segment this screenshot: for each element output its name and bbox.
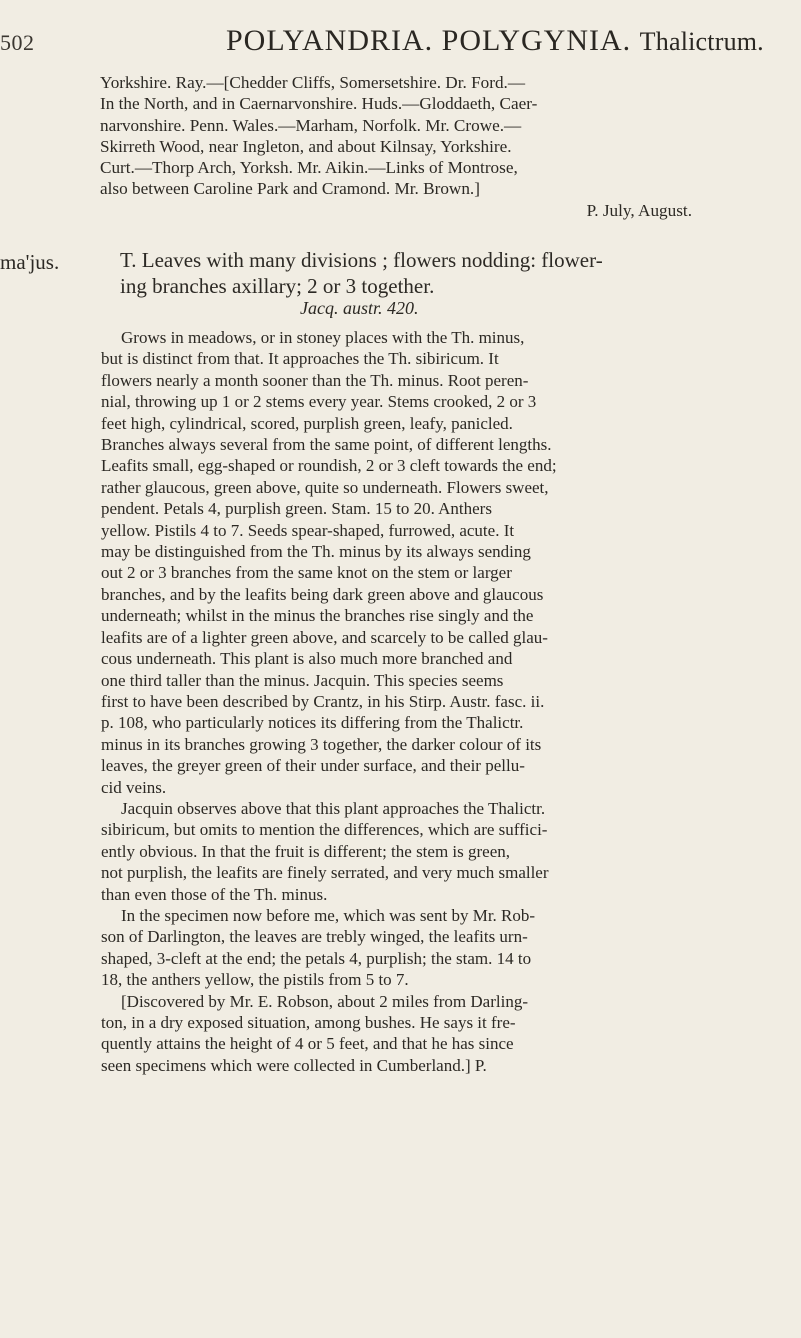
text-line: out 2 or 3 branches from the same knot on the stem or larger (101, 563, 512, 583)
text-line: branches, and by the leafits being dark green above and glaucous (101, 584, 544, 604)
text-line: 18, the anthers yellow, the pistils from 5 to 7. (101, 970, 409, 990)
text-line: In the North, and in Caernarvonshire. Huds.—Gloddaeth, Caer- (100, 94, 538, 114)
text-line: sibiricum, but omits to mention the differences, which are suffici- (101, 820, 548, 840)
text-line: Curt.—Thorp Arch, Yorksh. Mr. Aikin.—Links of Montrose, (100, 158, 518, 178)
text-line: feet high, cylindrical, scored, purplish green, leafy, panicled. (101, 413, 513, 433)
text-line: Skirreth Wood, near Ingleton, and about Kilnsay, Yorkshire. (100, 136, 512, 156)
text-line: Grows in meadows, or in stoney places with the Th. minus, (121, 328, 525, 347)
text-line: one third taller than the minus. Jacquin. This species seems (101, 670, 504, 690)
text-line: ently obvious. In that the fruit is different; the stem is green, (101, 841, 511, 861)
page-number: 502 (0, 30, 35, 55)
running-title (226, 24, 764, 58)
text-line: not purplish, the leafits are finely serrated, and very much smaller (101, 863, 549, 883)
genus-title: Thalictrum. (639, 27, 764, 56)
class-title: POLYANDRIA. POLYGYNIA. (226, 24, 632, 57)
text-line: shaped, 3-cleft at the end; the petals 4, purplish; the stam. 14 to (101, 948, 532, 968)
text-line: rather glaucous, green above, quite so underneath. Flowers sweet, (101, 477, 549, 497)
diagnosis-line: ing branches axillary; 2 or 3 together. (120, 274, 435, 298)
text-line: underneath; whilst in the minus the branches rise singly and the (101, 606, 534, 626)
text-line: first to have been described by Crantz, in his Stirp. Austr. fasc. ii. (101, 691, 545, 711)
text-line: but is distinct from that. It approaches the Th. sibiricum. It (101, 349, 499, 369)
text-line: may be distinguished from the Th. minus by its always sending (101, 542, 531, 562)
text-line: leaves, the greyer green of their under surface, and their pellu- (101, 756, 525, 776)
text-line: In the specimen now before me, which was sent by Mr. Rob- (121, 905, 536, 925)
text-line: leafits are of a lighter green above, and scarcely to be called glau- (101, 627, 548, 647)
text-line: quently attains the height of 4 or 5 feet, and that he has since (101, 1034, 514, 1054)
text-line: p. 108, who particularly notices its differing from the Thalictr. (101, 713, 524, 733)
text-line: Branches always several from the same point, of different lengths. (101, 435, 552, 455)
text-line: [Discovered by Mr. E. Robson, about 2 miles from Darling- (121, 991, 528, 1011)
text-line: nial, throwing up 1 or 2 stems every year. Stems crooked, 2 or 3 (101, 392, 537, 412)
text-line: Leafits small, egg-shaped or roundish, 2 or 3 cleft towards the end; (101, 456, 557, 476)
text-line: cid veins. (101, 777, 167, 797)
text-line: Yorkshire. Ray.—[Chedder Cliffs, Somersetshire. Dr. Ford.— (100, 73, 526, 92)
margin-species-name: ma'jus. (0, 250, 60, 274)
text-line: than even those of the Th. minus. (101, 884, 328, 904)
text-line: Jacquin observes above that this plant approaches the Thalictr. (121, 798, 546, 818)
localities-paragraph (100, 72, 742, 221)
diagnosis-line: T. Leaves with many divisions ; flowers nodding: flower- (120, 248, 603, 272)
text-line: yellow. Pistils 4 to 7. Seeds spear-shaped, furrowed, acute. It (101, 520, 515, 540)
species-description (101, 327, 746, 1076)
text-line: ton, in a dry exposed situation, among bushes. He says it fre- (101, 1013, 516, 1032)
text-line: minus in its branches growing 3 together, the darker colour of its (101, 734, 542, 754)
flowering-time: P. July, August. (586, 200, 692, 220)
species-reference: Jacq. austr. 420. (300, 298, 419, 318)
text-line: son of Darlington, the leaves are trebly winged, the leafits urn- (101, 927, 528, 947)
text-line: seen specimens which were collected in Cumberland.] P. (101, 1055, 487, 1075)
text-line: narvonshire. Penn. Wales.—Marham, Norfolk. Mr. Crowe.— (100, 115, 522, 135)
page-header (0, 18, 801, 58)
text-line: pendent. Petals 4, purplish green. Stam. 15 to 20. Anthers (101, 499, 492, 519)
species-diagnosis (120, 247, 760, 299)
text-line: flowers nearly a month sooner than the Th. minus. Root peren- (101, 370, 529, 390)
text-line: cous underneath. This plant is also much more branched and (101, 649, 513, 669)
text-line: also between Caroline Park and Cramond. Mr. Brown.] (100, 179, 480, 199)
